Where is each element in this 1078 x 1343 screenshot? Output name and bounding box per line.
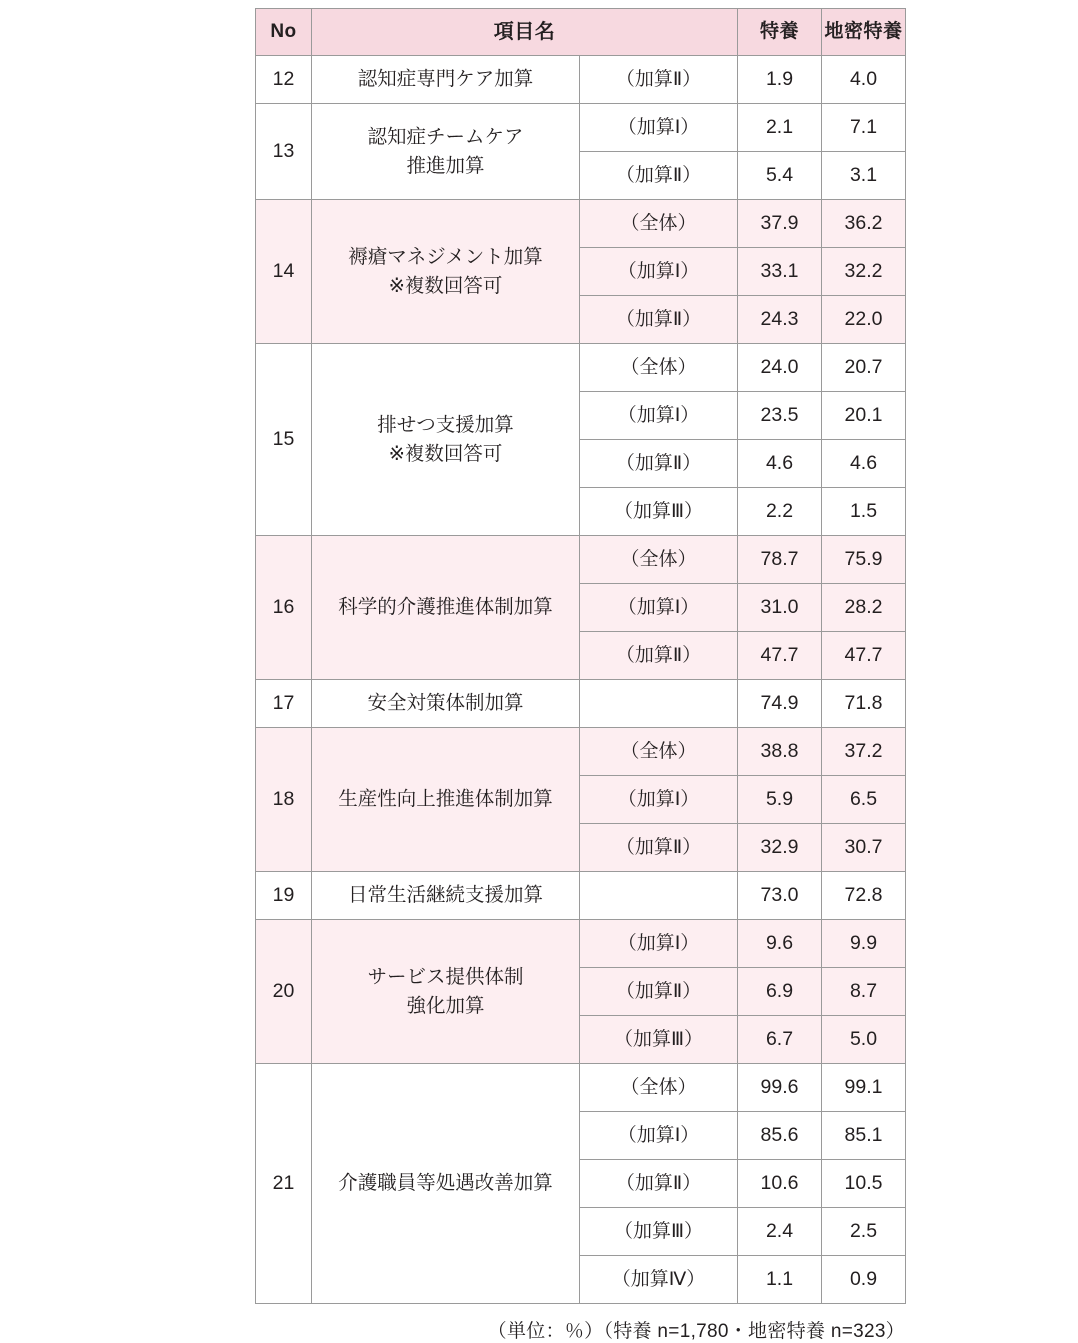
row-number: 21 (256, 1064, 312, 1304)
item-subcategory: （全体） (580, 344, 738, 392)
item-subcategory: （加算Ⅱ） (580, 296, 738, 344)
item-subcategory: （加算Ⅲ） (580, 1016, 738, 1064)
value-tokuyo: 2.4 (738, 1208, 822, 1256)
value-chimitsu-tokuyo: 47.7 (822, 632, 906, 680)
item-name-line1: 日常生活継続支援加算 (347, 884, 543, 907)
value-chimitsu-tokuyo: 75.9 (822, 536, 906, 584)
table-row (256, 920, 906, 968)
value-tokuyo: 1.1 (738, 1256, 822, 1304)
value-tokuyo: 78.7 (738, 536, 822, 584)
value-chimitsu-tokuyo: 36.2 (822, 200, 906, 248)
table-row (256, 56, 906, 104)
item-name-line1: 生産性向上推進体制加算 (338, 788, 553, 811)
row-number: 14 (256, 200, 312, 344)
value-chimitsu-tokuyo: 72.8 (822, 872, 906, 920)
value-tokuyo: 24.0 (738, 344, 822, 392)
value-chimitsu-tokuyo: 1.5 (822, 488, 906, 536)
value-tokuyo: 47.7 (738, 632, 822, 680)
value-tokuyo: 33.1 (738, 248, 822, 296)
value-tokuyo: 37.9 (738, 200, 822, 248)
item-subcategory: （加算Ⅳ） (580, 1256, 738, 1304)
item-name (312, 920, 580, 1064)
value-tokuyo: 5.4 (738, 152, 822, 200)
value-tokuyo: 4.6 (738, 440, 822, 488)
value-tokuyo: 85.6 (738, 1112, 822, 1160)
value-chimitsu-tokuyo: 6.5 (822, 776, 906, 824)
column-header-name: 項目名 (312, 9, 738, 56)
table-header (256, 9, 906, 56)
item-subcategory (580, 680, 738, 728)
value-chimitsu-tokuyo: 85.1 (822, 1112, 906, 1160)
item-name-line2: 推進加算 (406, 154, 485, 177)
item-subcategory: （加算Ⅲ） (580, 1208, 738, 1256)
column-header-no: No (256, 9, 312, 56)
value-chimitsu-tokuyo: 30.7 (822, 824, 906, 872)
row-number: 15 (256, 344, 312, 536)
row-number: 13 (256, 104, 312, 200)
addition-rate-table (255, 8, 906, 1304)
value-chimitsu-tokuyo: 7.1 (822, 104, 906, 152)
item-subcategory: （加算Ⅰ） (580, 1112, 738, 1160)
item-subcategory: （全体） (580, 200, 738, 248)
value-chimitsu-tokuyo: 22.0 (822, 296, 906, 344)
item-name (312, 536, 580, 680)
item-name (312, 344, 580, 536)
item-subcategory: （全体） (580, 1064, 738, 1112)
table-row (256, 728, 906, 776)
table-row (256, 872, 906, 920)
value-tokuyo: 32.9 (738, 824, 822, 872)
item-subcategory: （加算Ⅱ） (580, 1160, 738, 1208)
value-chimitsu-tokuyo: 3.1 (822, 152, 906, 200)
value-chimitsu-tokuyo: 9.9 (822, 920, 906, 968)
item-name (312, 56, 580, 104)
value-chimitsu-tokuyo: 2.5 (822, 1208, 906, 1256)
item-name-line2: ※複数回答可 (388, 442, 503, 465)
item-name-line1: 認知症専門ケア加算 (357, 68, 534, 91)
item-name-line2: 強化加算 (406, 994, 485, 1017)
value-tokuyo: 2.2 (738, 488, 822, 536)
item-name-line1: 認知症チームケア (367, 126, 524, 149)
value-tokuyo: 9.6 (738, 920, 822, 968)
item-subcategory: （全体） (580, 728, 738, 776)
value-chimitsu-tokuyo: 4.0 (822, 56, 906, 104)
item-subcategory: （加算Ⅱ） (580, 440, 738, 488)
value-chimitsu-tokuyo: 37.2 (822, 728, 906, 776)
header-row (256, 9, 906, 56)
row-number: 17 (256, 680, 312, 728)
item-name-line1: 排せつ支援加算 (377, 414, 514, 437)
row-number: 20 (256, 920, 312, 1064)
value-chimitsu-tokuyo: 10.5 (822, 1160, 906, 1208)
item-name-line1: 科学的介護推進体制加算 (338, 596, 553, 619)
item-name (312, 104, 580, 200)
table-row (256, 344, 906, 392)
table-body (256, 56, 906, 1304)
row-number: 16 (256, 536, 312, 680)
value-chimitsu-tokuyo: 8.7 (822, 968, 906, 1016)
value-tokuyo: 6.7 (738, 1016, 822, 1064)
column-header-tokuyo: 特養 (738, 9, 822, 56)
column-header-chimitsu-tokuyo: 地密特養 (822, 9, 906, 56)
row-number: 18 (256, 728, 312, 872)
item-name (312, 872, 580, 920)
value-tokuyo: 74.9 (738, 680, 822, 728)
table-row (256, 536, 906, 584)
item-subcategory: （加算Ⅱ） (580, 56, 738, 104)
item-subcategory: （加算Ⅰ） (580, 104, 738, 152)
value-tokuyo: 24.3 (738, 296, 822, 344)
value-chimitsu-tokuyo: 71.8 (822, 680, 906, 728)
value-tokuyo: 31.0 (738, 584, 822, 632)
item-name (312, 1064, 580, 1304)
value-tokuyo: 2.1 (738, 104, 822, 152)
table-footnote: （単位：％）（特養 n=1,780・地密特養 n=323） (487, 1321, 905, 1342)
value-tokuyo: 1.9 (738, 56, 822, 104)
table-row (256, 200, 906, 248)
row-number: 19 (256, 872, 312, 920)
item-subcategory (580, 872, 738, 920)
item-name-line1: 褥瘡マネジメント加算 (348, 246, 543, 269)
value-tokuyo: 6.9 (738, 968, 822, 1016)
item-subcategory: （全体） (580, 536, 738, 584)
value-tokuyo: 10.6 (738, 1160, 822, 1208)
value-tokuyo: 73.0 (738, 872, 822, 920)
value-tokuyo: 38.8 (738, 728, 822, 776)
item-subcategory: （加算Ⅱ） (580, 152, 738, 200)
value-chimitsu-tokuyo: 0.9 (822, 1256, 906, 1304)
item-subcategory: （加算Ⅰ） (580, 776, 738, 824)
value-chimitsu-tokuyo: 5.0 (822, 1016, 906, 1064)
row-number: 12 (256, 56, 312, 104)
value-chimitsu-tokuyo: 4.6 (822, 440, 906, 488)
table-row (256, 1064, 906, 1112)
value-tokuyo: 23.5 (738, 392, 822, 440)
item-subcategory: （加算Ⅱ） (580, 968, 738, 1016)
item-subcategory: （加算Ⅰ） (580, 392, 738, 440)
item-subcategory: （加算Ⅰ） (580, 248, 738, 296)
value-chimitsu-tokuyo: 99.1 (822, 1064, 906, 1112)
item-subcategory: （加算Ⅱ） (580, 824, 738, 872)
item-name-line1: サービス提供体制 (367, 966, 524, 989)
item-subcategory: （加算Ⅰ） (580, 920, 738, 968)
item-subcategory: （加算Ⅰ） (580, 584, 738, 632)
item-name-line2: ※複数回答可 (388, 274, 503, 297)
item-name (312, 680, 580, 728)
value-tokuyo: 5.9 (738, 776, 822, 824)
table-row (256, 680, 906, 728)
item-name-line1: 安全対策体制加算 (367, 692, 524, 715)
value-chimitsu-tokuyo: 28.2 (822, 584, 906, 632)
item-subcategory: （加算Ⅱ） (580, 632, 738, 680)
table-row (256, 104, 906, 152)
item-name (312, 728, 580, 872)
value-chimitsu-tokuyo: 20.7 (822, 344, 906, 392)
item-name (312, 200, 580, 344)
value-chimitsu-tokuyo: 20.1 (822, 392, 906, 440)
value-chimitsu-tokuyo: 32.2 (822, 248, 906, 296)
value-tokuyo: 99.6 (738, 1064, 822, 1112)
item-subcategory: （加算Ⅲ） (580, 488, 738, 536)
item-name-line1: 介護職員等処遇改善加算 (338, 1172, 553, 1195)
